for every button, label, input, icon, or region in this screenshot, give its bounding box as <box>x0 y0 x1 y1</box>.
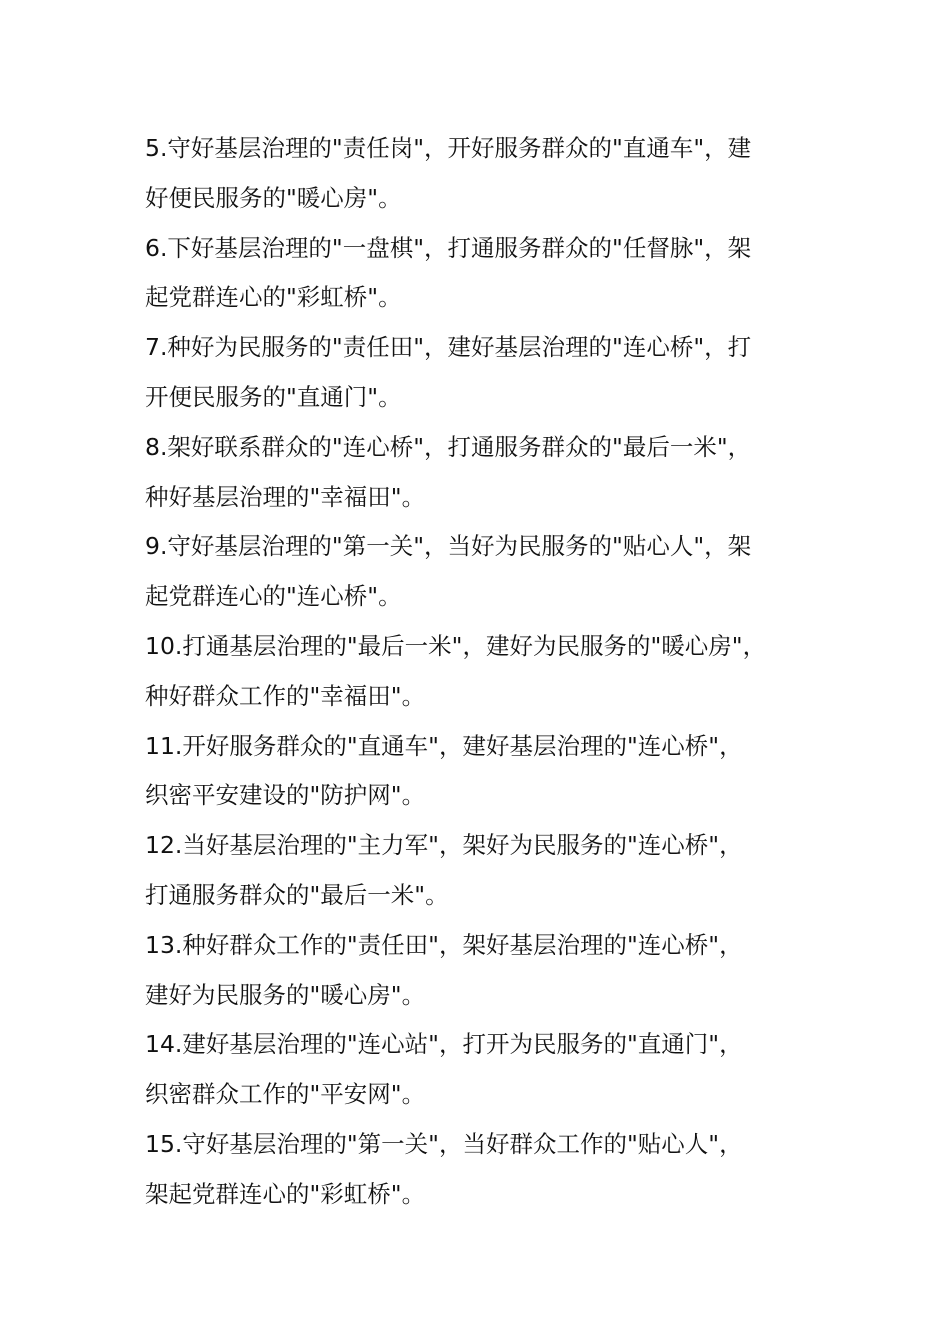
item-7-line-1: 7.种好为民服务的"责任田"，建好基层治理的"连心桥"，打 <box>145 333 752 362</box>
list-item-12 <box>145 821 835 921</box>
item-10-line-1: 10.打通基层治理的"最后一米"，建好为民服务的"暖心房"， <box>145 631 767 660</box>
item-10-line-2: 种好群众工作的"幸福田"。 <box>145 681 426 710</box>
list-item-8 <box>145 423 835 523</box>
item-12-line-2: 打通服务群众的"最后一米"。 <box>145 880 449 909</box>
item-6-line-2: 起党群连心的"彩虹桥"。 <box>145 283 402 312</box>
item-9-line-1: 9.守好基层治理的"第一关"，当好为民服务的"贴心人"，架 <box>145 532 752 561</box>
item-7-line-2: 开便民服务的"直通门"。 <box>145 382 402 411</box>
item-8-line-2: 种好基层治理的"幸福田"。 <box>145 482 426 511</box>
list-item-10 <box>145 622 835 722</box>
list-item-6 <box>145 224 835 324</box>
list-item-5 <box>145 124 835 224</box>
list-item-15 <box>145 1120 835 1220</box>
item-12-line-1: 12.当好基层治理的"主力军"，架好为民服务的"连心桥"， <box>145 831 743 860</box>
item-11-line-1: 11.开好服务群众的"直通车"，建好基层治理的"连心桥"， <box>145 731 743 760</box>
item-14-line-2: 织密群众工作的"平安网"。 <box>145 1080 426 1109</box>
item-5-line-2: 好便民服务的"暖心房"。 <box>145 183 402 212</box>
document-body <box>145 124 835 1220</box>
item-15-line-1: 15.守好基层治理的"第一关"，当好群众工作的"贴心人"， <box>145 1129 743 1158</box>
list-item-7 <box>145 323 835 423</box>
list-item-11 <box>145 722 835 822</box>
list-item-13 <box>145 921 835 1021</box>
item-14-line-1: 14.建好基层治理的"连心站"，打开为民服务的"直通门"， <box>145 1030 743 1059</box>
item-15-line-2: 架起党群连心的"彩虹桥"。 <box>145 1179 426 1208</box>
item-6-line-1: 6.下好基层治理的"一盘棋"，打通服务群众的"任督脉"，架 <box>145 233 752 262</box>
item-8-line-1: 8.架好联系群众的"连心桥"，打通服务群众的"最后一米"， <box>145 432 752 461</box>
item-5-line-1: 5.守好基层治理的"责任岗"，开好服务群众的"直通车"，建 <box>145 134 752 162</box>
item-11-line-2: 织密平安建设的"防护网"。 <box>145 781 426 810</box>
item-13-line-1: 13.种好群众工作的"责任田"，架好基层治理的"连心桥"， <box>145 930 743 959</box>
item-9-line-2: 起党群连心的"连心桥"。 <box>145 582 402 611</box>
item-13-line-2: 建好为民服务的"暖心房"。 <box>145 980 426 1009</box>
list-item-14 <box>145 1020 835 1120</box>
list-item-9 <box>145 522 835 622</box>
